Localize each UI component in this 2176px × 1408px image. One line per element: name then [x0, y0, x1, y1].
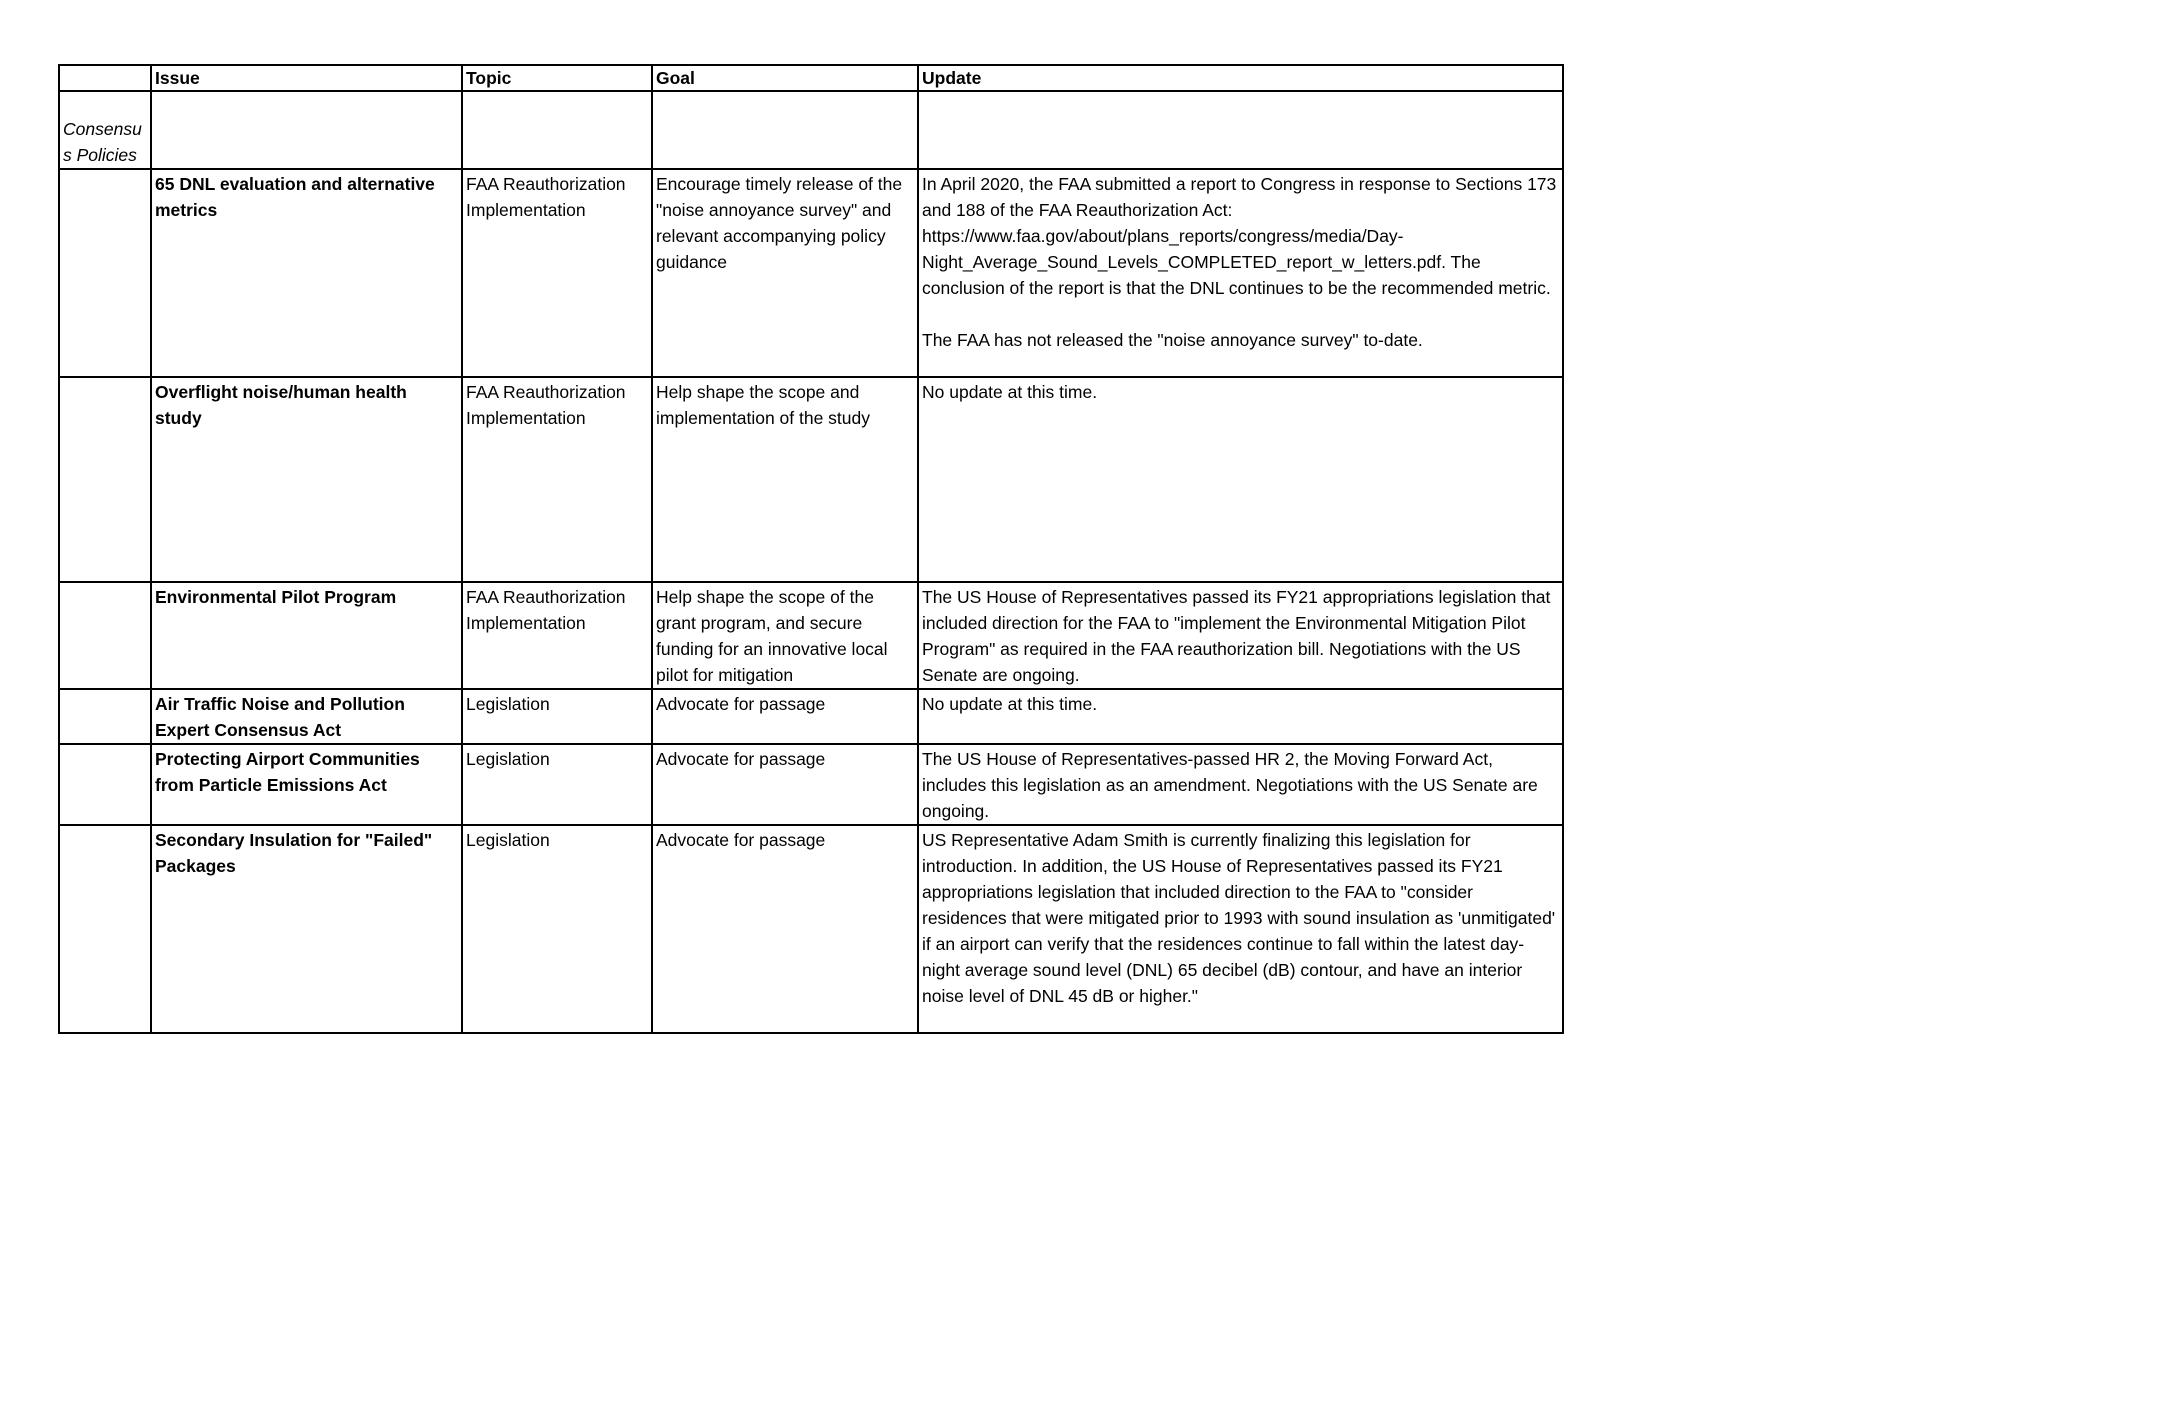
table-row [59, 689, 1563, 744]
issue-cell: Environmental Pilot Program [151, 582, 462, 689]
update-cell: In April 2020, the FAA submitted a report to Congress in response to Sections 173 and 188 of the FAA Reauthorization Act: https://www.faa.gov/about/plans_reports/congress/media/Day-Night_Average_Sound_Levels_COMPLETED_report_w_letters.pdf. The conclusion of the report is that the DNL continues to be the recommended metric. The FAA has not released the "noise annoyance survey" to-date. [918, 169, 1563, 377]
issue-cell: Overflight noise/human health study [151, 377, 462, 582]
issue-cell: Secondary Insulation for "Failed" Packages [151, 825, 462, 1033]
empty-cell [59, 169, 151, 377]
empty-cell [151, 91, 462, 169]
goal-cell: Advocate for passage [652, 825, 918, 1033]
goal-cell: Help shape the scope of the grant program, and secure funding for an innovative local pilot for mitigation [652, 582, 918, 689]
topic-cell: Legislation [462, 744, 652, 825]
table-row [59, 582, 1563, 689]
topic-cell: Legislation [462, 825, 652, 1033]
table-row [59, 744, 1563, 825]
header-row [59, 65, 1563, 91]
goal-cell: Advocate for passage [652, 689, 918, 744]
header-blank [59, 65, 151, 91]
empty-cell [918, 91, 1563, 169]
table-row [59, 377, 1563, 582]
table-row [59, 825, 1563, 1033]
policy-table [58, 64, 1564, 1034]
section-label: Consensu s Policies [59, 91, 151, 169]
topic-cell: FAA Reauthorization Implementation [462, 169, 652, 377]
section-row [59, 91, 1563, 169]
update-cell: US Representative Adam Smith is currently finalizing this legislation for introduction. In addition, the US House of Representatives passed its FY21 appropriations legislation that included direction to the FAA to "consider residences that were mitigated prior to 1993 with sound insulation as 'unmitigated' if an airport can verify that the residences continue to fall within the latest day-night average sound level (DNL) 65 decibel (dB) contour, and have an interior noise level of DNL 45 dB or higher." [918, 825, 1563, 1033]
goal-cell: Help shape the scope and implementation of the study [652, 377, 918, 582]
header-issue: Issue [151, 65, 462, 91]
topic-cell: FAA Reauthorization Implementation [462, 582, 652, 689]
empty-cell [462, 91, 652, 169]
topic-cell: FAA Reauthorization Implementation [462, 377, 652, 582]
update-cell: No update at this time. [918, 689, 1563, 744]
table-row [59, 169, 1563, 377]
update-cell: The US House of Representatives-passed HR 2, the Moving Forward Act, includes this legislation as an amendment. Negotiations with the US Senate are ongoing. [918, 744, 1563, 825]
update-cell: The US House of Representatives passed its FY21 appropriations legislation that included direction for the FAA to "implement the Environmental Mitigation Pilot Program" as required in the FAA reauthorization bill. Negotiations with the US Senate are ongoing. [918, 582, 1563, 689]
header-update: Update [918, 65, 1563, 91]
header-goal: Goal [652, 65, 918, 91]
header-topic: Topic [462, 65, 652, 91]
empty-cell [59, 377, 151, 582]
issue-cell: Air Traffic Noise and Pollution Expert Consensus Act [151, 689, 462, 744]
issue-cell: Protecting Airport Communities from Particle Emissions Act [151, 744, 462, 825]
issue-cell: 65 DNL evaluation and alternative metrics [151, 169, 462, 377]
empty-cell [652, 91, 918, 169]
empty-cell [59, 744, 151, 825]
empty-cell [59, 825, 151, 1033]
empty-cell [59, 689, 151, 744]
goal-cell: Encourage timely release of the "noise annoyance survey" and relevant accompanying policy guidance [652, 169, 918, 377]
goal-cell: Advocate for passage [652, 744, 918, 825]
topic-cell: Legislation [462, 689, 652, 744]
empty-cell [59, 582, 151, 689]
update-cell: No update at this time. [918, 377, 1563, 582]
